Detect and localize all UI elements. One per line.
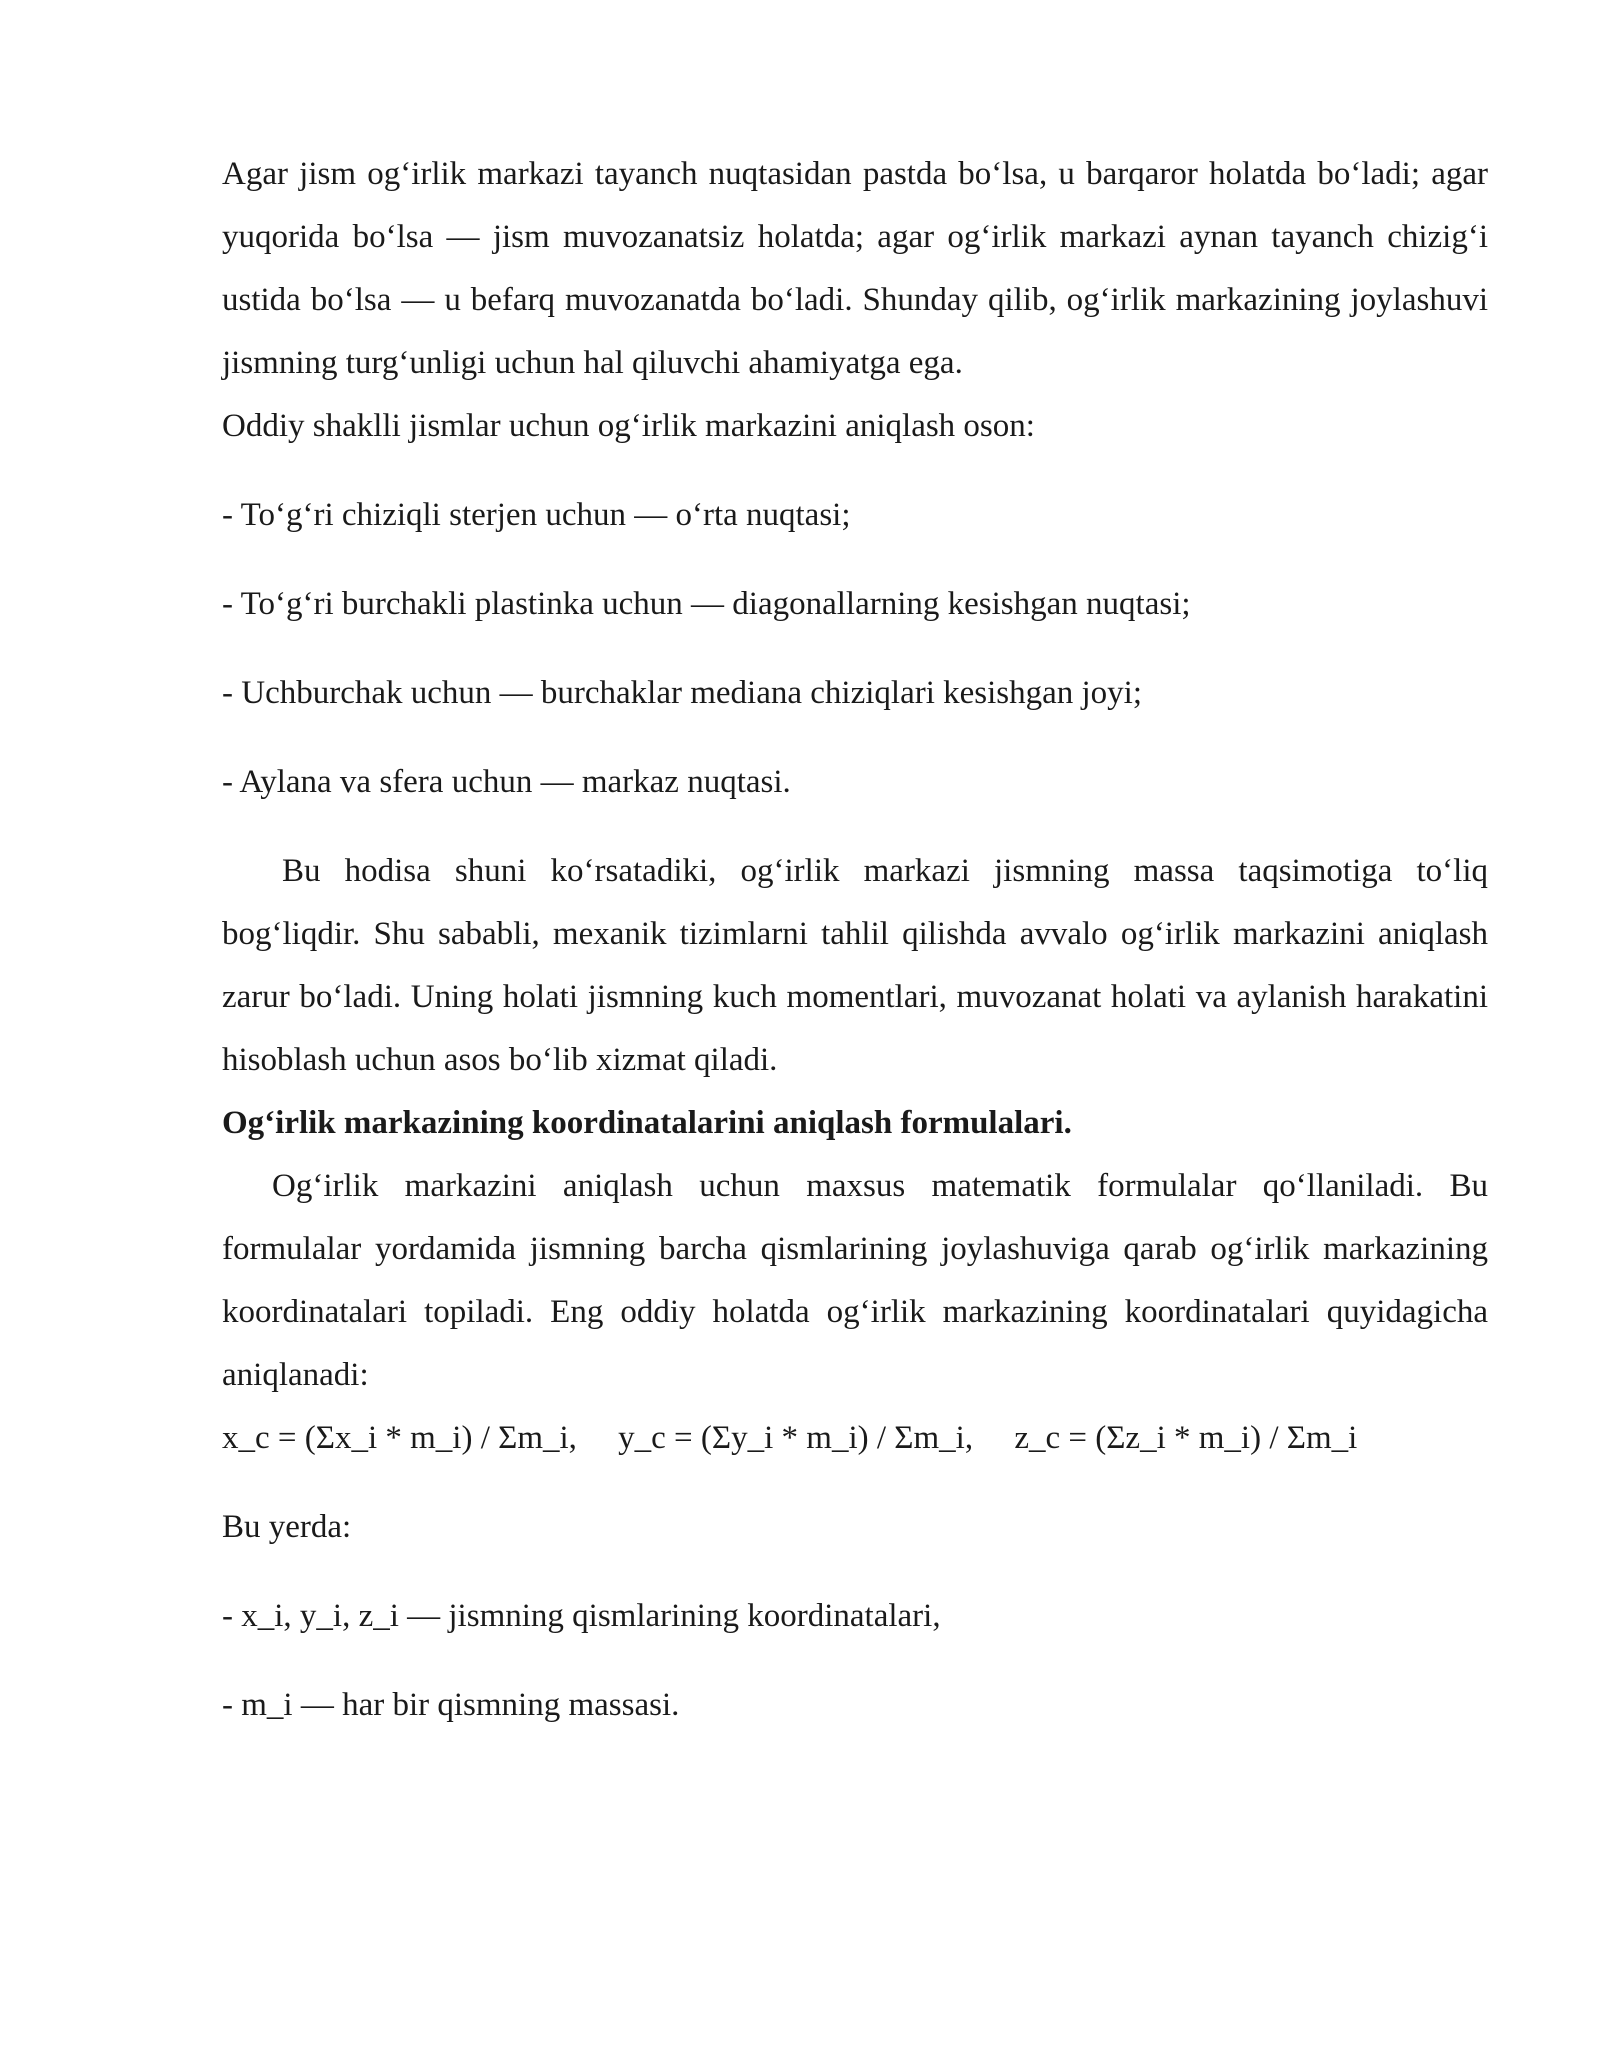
list-item-rod: - To‘g‘ri chiziqli sterjen uchun — o‘rta nuqtasi; [222,497,851,533]
paragraph-stability: Agar jism og‘irlik markazi tayanch nuqtasidan pastda bo‘lsa, u barqaror holatda bo‘ladi; agar yuqorida bo‘lsa — jism muvozanatsiz holatda; agar og‘irlik markazi aynan tayanch chizig‘i ustida bo‘lsa — u befarq muvozanatda bo‘ladi. Shunday qilib, og‘irlik markazining joylashuvi jismning turg‘unligi uchun hal qiluvchi ahamiyatga ega. [222,156,1488,381]
list-item-circle-sphere: - Aylana va sfera uchun — markaz nuqtasi. [222,764,791,800]
paragraph-formulas-intro: Og‘irlik markazini aniqlash uchun maxsus matematik formulalar qo‘llaniladi. Bu formulalar yordamida jismning barcha qismlarining joylashuviga qarab og‘irlik markazining koordinatalari topiladi. Eng oddiy holatda og‘irlik markazining koordinatalari quyidagicha aniqlanadi: [222,1168,1488,1393]
list-item-triangle: - Uchburchak uchun — burchaklar mediana chiziqlari kesishgan joyi; [222,675,1143,711]
definition-item-coordinates: - x_i, y_i, z_i — jismning qismlarining koordinatalari, [222,1598,941,1634]
page-content [222,143,1488,1737]
paragraph-simple-shapes-intro: Oddiy shaklli jismlar uchun og‘irlik markazini aniqlash oson: [222,408,1035,444]
list-item-plate: - To‘g‘ri burchakli plastinka uchun — diagonallarning kesishgan nuqtasi; [222,586,1191,622]
definition-item-mass: - m_i — har bir qismning massasi. [222,1687,680,1723]
section-heading: Og‘irlik markazining koordinatalarini aniqlash formulalari. [222,1105,1072,1141]
formula-line: x_c = (Σx_i * m_i) / Σm_i, y_c = (Σy_i * m_i) / Σm_i, z_c = (Σz_i * m_i) / Σm_i [222,1420,1358,1456]
paragraph-mass-distribution: Bu hodisa shuni ko‘rsatadiki, og‘irlik markazi jismning massa taqsimotiga to‘liq bog‘liqdir. Shu sababli, mexanik tizimlarni tahlil qilishda avvalo og‘irlik markazini aniqlash zarur bo‘ladi. Uning holati jismning kuch momentlari, muvozanat holati va aylanish harakatini hisoblash uchun asos bo‘lib xizmat qiladi. [222,853,1488,1078]
paragraph-where: Bu yerda: [222,1509,352,1545]
